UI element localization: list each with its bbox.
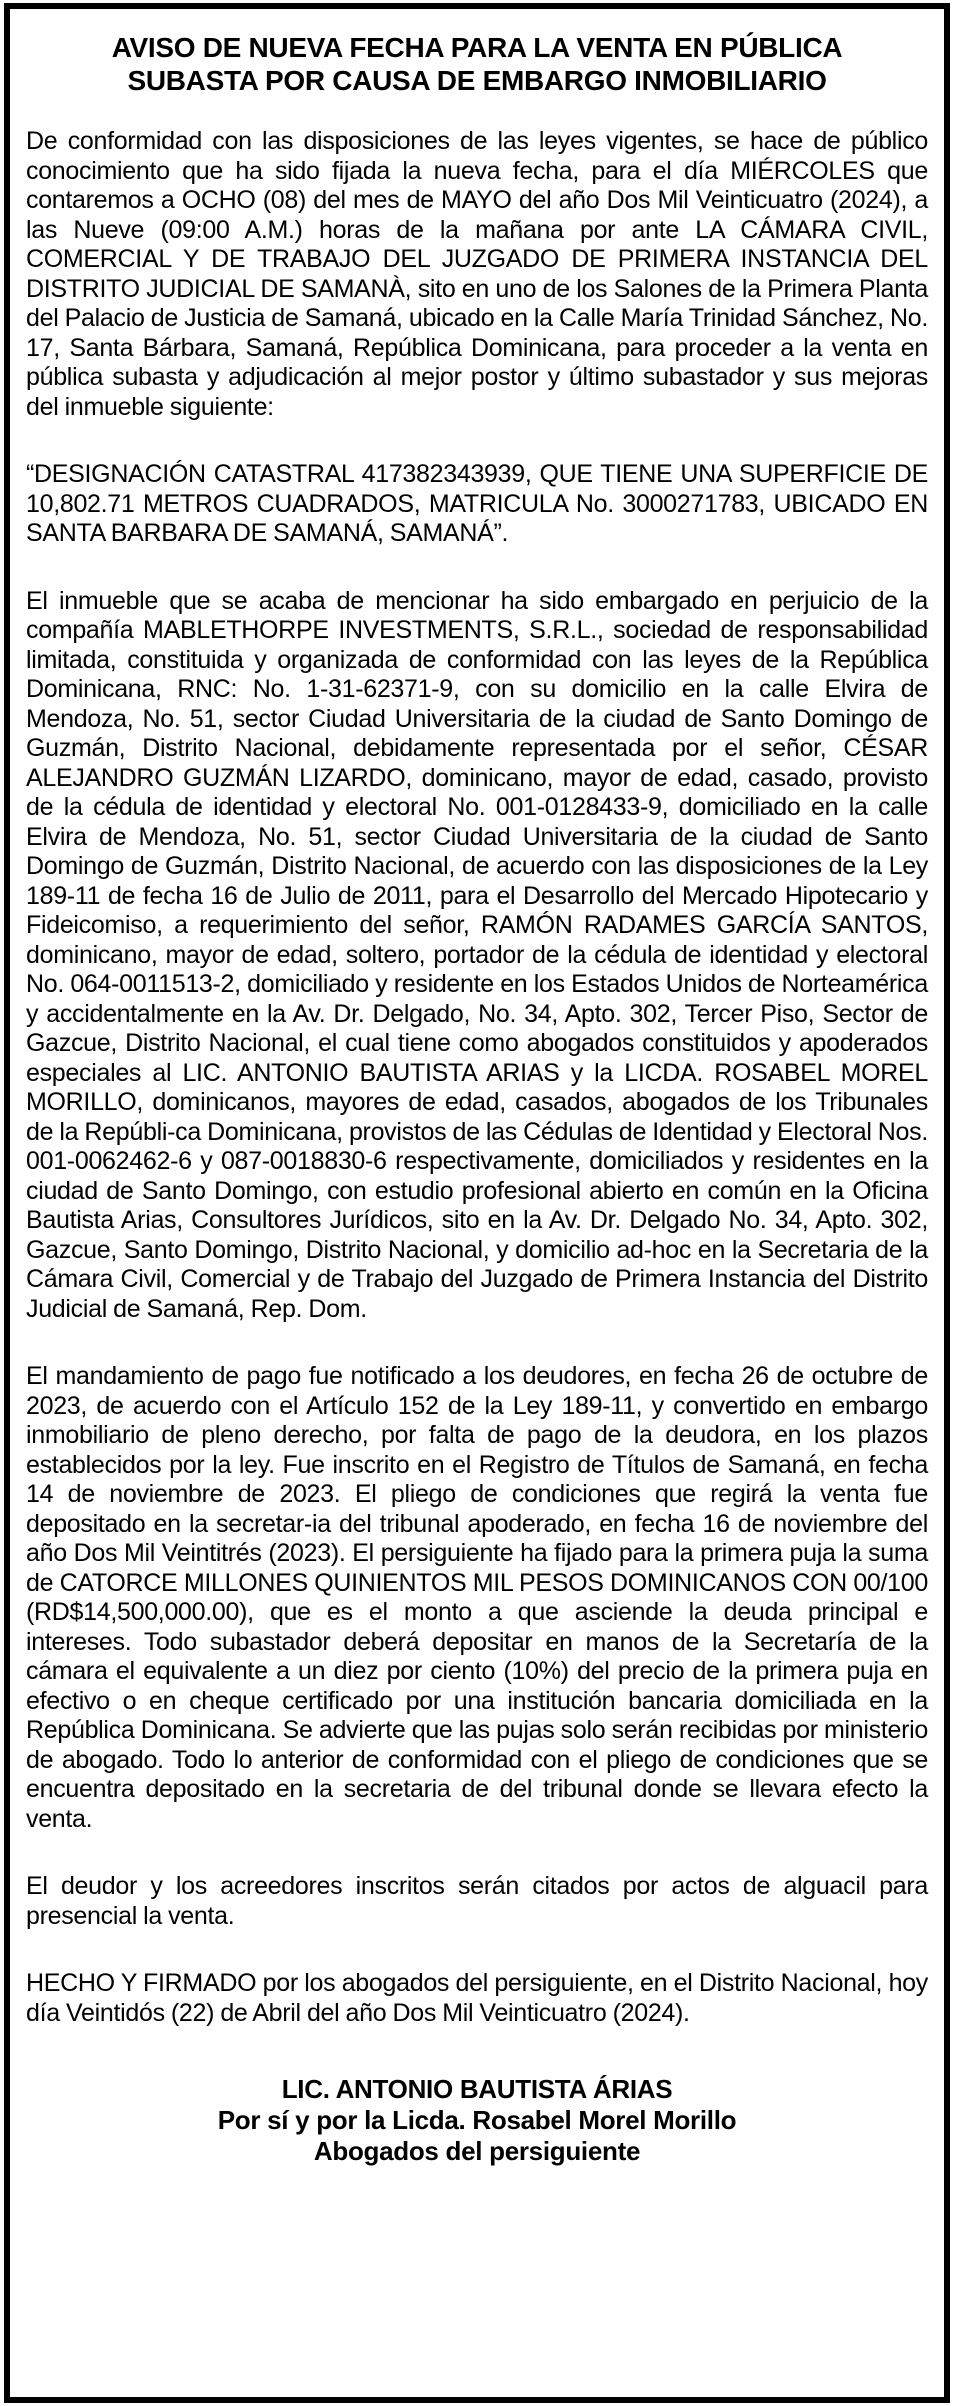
notice-paragraph-parties: El inmueble que se acaba de mencionar ha sido embargado en perjuicio de la compañía MABLETHORPE INVESTMENTS, S.R.L., sociedad de responsabilidad limitada, constituida y organizada de conformidad con las leyes de la República Dominicana, RNC: No. 1-31-62371-9, con su domicilio en la calle Elvira de Mendoza, No. 51, sector Ciudad Universitaria de la ciudad de Santo Domingo de Guzmán, Distrito Nacional, debidamente representada por el señor, CÉSAR ALEJANDRO GUZMÁN LIZARDO, dominicano, mayor de edad, casado, provisto de la cédula de identidad y electoral No. 001-0128433-9, domiciliado en la calle Elvira de Mendoza, No. 51, sector Ciudad Universitaria de la ciudad de Santo Domingo de Guzmán, Distrito Nacional, de acuerdo con las disposiciones de la Ley 189-11 de fecha 16 de Julio de 2011, para el Desarrollo del Mercado Hipotecario y Fideicomiso, a requerimiento del señor, RAMÓN RADAMES GARCÍA SANTOS, dominicano, mayor de edad, soltero, portador de la cédula de identidad y electoral No. 064-0011513-2, domiciliado y residente en los Estados Unidos de Norteamérica y accidentalmente en la Av. Dr. Delgado, No. 34, Apto. 302, Tercer Piso, Sector de Gazcue, Distrito Nacional, el cual tiene como abogados constituidos y apoderados especiales al LIC. ANTONIO BAUTISTA ARIAS y la LICDA. ROSABEL MOREL MORILLO, dominicanos, mayores de edad, casados, abogados de los Tribunales de la Repúbli-ca Dominicana, provistos de las Cédulas de Identidad y Electoral Nos. 001-0062462-6 y 087-0018830-6 respectivamente, domiciliados y residentes en la ciudad de Santo Domingo, con estudio profesional abierto en común en la Oficina Bautista Arias, Consultores Jurídicos, sito en la Av. Dr. Delgado No. 34, Apto. 302, Gazcue, Santo Domingo, Distrito Nacional, y domicilio ad-hoc en la Secretaria de la Cámara Civil, Comercial y de Trabajo del Juzgado de Primera Instancia del Distrito Judicial de Samaná, Rep. Dom. — [26, 586, 928, 1323]
notice-paragraph-payment-order: El mandamiento de pago fue notificado a los deudores, en fecha 26 de octubre de 2023, de acuerdo con el Artículo 152 de la Ley 189-11, y convertido en embargo inmobiliario de pleno derecho, por falta de pago de la deudora, en los plazos establecidos por la ley. Fue inscrito en el Registro de Títulos de Samaná, en fecha 14 de noviembre de 2023. El pliego de condiciones que regirá la venta fue depositado en la secretar-ia del tribunal apoderado, en fecha 16 de noviembre del año Dos Mil Veintitrés (2023). El persiguiente ha fijado para la primera puja la suma de CATORCE MILLONES QUINIENTOS MIL PESOS DOMINICANOS CON 00/100 (RD$14,500,000.00), que es el monto a que asciende la deuda principal e intereses. Todo subastador deberá depositar en manos de la Secretaría de la cámara el equivalente a un diez por ciento (10%) del precio de la primera puja en efectivo o en cheque certificado por una institución bancaria domiciliada en la República Dominicana. Se advierte que las pujas solo serán recibidas por ministerio de abogado. Todo lo anterior de conformidad con el pliego de condiciones que se encuentra depositado en la secretaria de del tribunal donde se llevara efecto la venta. — [26, 1362, 928, 1833]
notice-paragraph-intro: De conformidad con las disposiciones de las leyes vigentes, se hace de público conocimiento que ha sido fijada la nueva fecha, para el día MIÉRCOLES que contaremos a OCHO (08) del mes de MAYO del año Dos Mil Veinticuatro (2024), a las Nueve (09:00 A.M.) horas de la mañana por ante LA CÁMARA CIVIL, COMERCIAL Y DE TRABAJO DEL JUZGADO DE PRIMERA INSTANCIA DEL DISTRITO JUDICIAL DE SAMANÀ, sito en uno de los Salones de la Primera Planta del Palacio de Justicia de Samaná, ubicado en la Calle María Trinidad Sánchez, No. 17, Santa Bárbara, Samaná, República Dominicana, para proceder a la venta en pública subasta y adjudicación al mejor postor y último subastador y sus mejoras del inmueble siguiente: — [26, 127, 928, 421]
signature-role: Abogados del persiguiente — [313, 2136, 641, 2166]
signature-block — [26, 2074, 928, 2167]
notice-paragraph-cadastral-designation: “DESIGNACIÓN CATASTRAL 417382343939, QUE TIENE UNA SUPERFICIE DE 10,802.71 METROS CUADRADOS, MATRICULA No. 3000271783, UBICADO EN SANTA BARBARA DE SAMANÁ, SAMANÁ”. — [26, 460, 928, 547]
notice-paragraph-signed-date: HECHO Y FIRMADO por los abogados del persiguiente, en el Distrito Nacional, hoy día Veintidós (22) de Abril del año Dos Mil Veinticuatro (2024). — [26, 1969, 928, 2027]
legal-notice-page — [4, 3, 950, 2403]
signature-on-behalf: Por sí y por la Licda. Rosabel Morel Morillo — [217, 2105, 737, 2135]
notice-paragraph-debtor-summons: El deudor y los acreedores inscritos serán citados por actos de alguacil para presencial la venta. — [26, 1872, 928, 1930]
signature-lawyer-name: LIC. ANTONIO BAUTISTA ÁRIAS — [281, 2074, 673, 2104]
notice-title: AVISO DE NUEVA FECHA PARA LA VENTA EN PÚBLICA SUBASTA POR CAUSA DE EMBARGO INMOBILIARIO — [111, 32, 843, 96]
